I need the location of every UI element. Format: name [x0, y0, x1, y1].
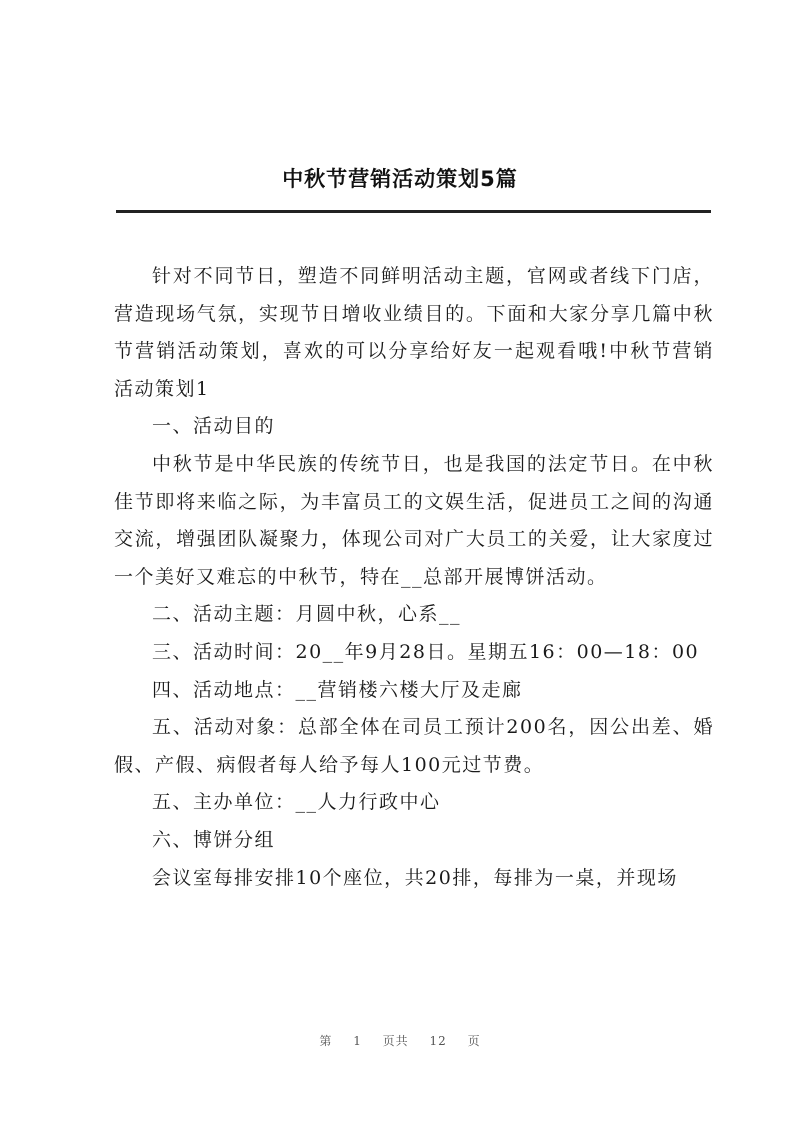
paragraph-location: 四、活动地点：__营销楼六楼大厅及走廊	[152, 678, 523, 701]
footer-total-pages: 12	[429, 1034, 447, 1048]
paragraph-theme: 二、活动主题：月圆中秋，心系__	[152, 603, 462, 626]
footer-mid: 页共	[382, 1034, 409, 1048]
paragraph-intro: 针对不同节日，塑造不同鲜明活动主题，官网或者线下门店，营造现场气氛，实现节日增收业绩目的。下面和大家分享几篇中秋节营销活动策划，喜欢的可以分享给好友一起观看哦!中秋节营销活动策划1	[114, 265, 714, 400]
paragraph-organizer: 五、主办单位：__人力行政中心	[152, 791, 441, 814]
footer-suffix: 页	[467, 1034, 481, 1048]
paragraph-grouping-heading: 六、博饼分组	[152, 828, 276, 851]
footer-prefix: 第	[319, 1034, 333, 1048]
page-footer	[0, 1032, 800, 1049]
paragraph-section-purpose-heading: 一、活动目的	[152, 415, 276, 438]
paragraph-section-purpose: 中秋节是中华民族的传统节日，也是我国的法定节日。在中秋佳节即将来临之际，为丰富员工的文娱生活，促进员工之间的沟通交流，增强团队凝聚力，体现公司对广大员工的关爱，让大家度过一个美好又难忘的中秋节，特在__总部开展博饼活动。	[114, 452, 714, 588]
paragraph-audience: 五、活动对象：总部全体在司员工预计200名，因公出差、婚假、产假、病假者每人给予每人100元过节费。	[114, 716, 714, 776]
document-body	[114, 258, 714, 897]
paragraph-time: 三、活动时间：20__年9月28日。星期五16：00—18：00	[152, 640, 700, 663]
paragraph-grouping: 会议室每排安排10个座位，共20排，每排为一桌，并现场	[152, 866, 678, 889]
footer-current-page: 1	[353, 1034, 362, 1048]
document-title: 中秋节营销活动策划5篇	[282, 167, 518, 191]
title-divider	[116, 210, 711, 213]
